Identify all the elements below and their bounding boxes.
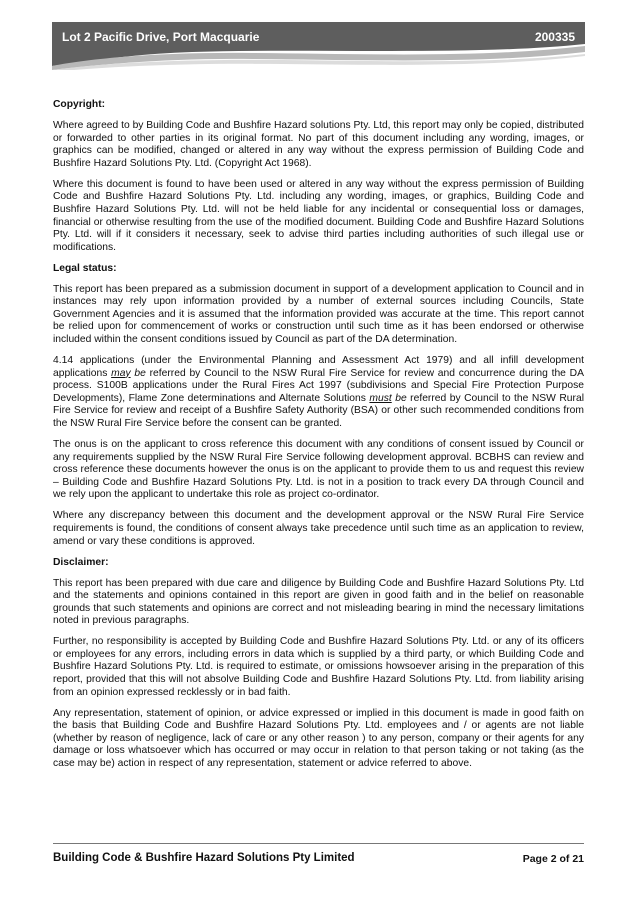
emphasis-be-1: be: [130, 367, 146, 379]
disclaimer-paragraph-1: This report has been prepared with due care and diligence by Building Code and Bushfire Hazard Solutions Pty. Ltd and the statements and opinions contained in this report are given in good faith and in the belief on reasonable grounds that such statements and opinions are correct and not misleading bearing in mind the necessary limitations noted in previous paragraphs.: [53, 577, 584, 627]
document-title: Lot 2 Pacific Drive, Port Macquarie: [62, 30, 260, 44]
disclaimer-paragraph-3: Any representation, statement of opinion, or advice expressed or implied in this document is made in good faith on the basis that Building Code and Bushfire Hazard Solutions Pty. Ltd. employees and / or agents are not liable (whether by reason of negligence, lack of care or any other reason ) to any person, company or their agents for any damage or loss whatsoever which has occurred or may occur in relation to that person taking or not taking (as the case may be) action in respect of any representation, statement or advice referred to above.: [53, 707, 584, 770]
emphasis-may: may: [111, 367, 131, 379]
copyright-paragraph-2: Where this document is found to have been used or altered in any way without the express permission of Building Code and Bushfire Hazard Solutions Pty. Ltd. including any wording, images, or graphics, Building Code and Bushfire Hazard Solutions Pty. Ltd. will not be held liable for any incidental or consequential loss or damages, financial or otherwise resulting from the use of the modified document. Building Code and Bushfire Hazard Solutions Pty. Ltd. will if it considers it necessary, seek to advise third parties including authorities of such illegal use or modifications.: [53, 178, 584, 253]
copyright-heading: Copyright:: [53, 99, 106, 110]
legal-status-heading: Legal status:: [53, 262, 117, 274]
disclaimer-heading: Disclaimer:: [53, 556, 109, 568]
legal-paragraph-2: [53, 355, 584, 431]
emphasis-be-2: be: [391, 392, 407, 404]
emphasis-must: must: [369, 392, 392, 404]
legal-p2-part-a: 4.14 applications (under the Environmental Planning and Assessment Act 1979) and all infill development applications: [53, 355, 584, 379]
footer-divider: [53, 843, 584, 844]
legal-paragraph-4: Where any discrepancy between this document and the development approval or the NSW Rural Fire Service requirements is found, the conditions of consent always take precedence until such time as an application to review, amend or vary these conditions is approved.: [53, 510, 584, 547]
disclaimer-paragraph-2: Further, no responsibility is accepted by Building Code and Bushfire Hazard Solutions Pty. Ltd. or any of its officers or employees for any errors, including errors in data which is supplied by a third party, or which Building Code and Bushfire Hazard Solutions Pty. Ltd. is required to estimate, or omissions howsoever arising in the preparation of this report, provided that this will not absolve Building Code and Bushfire Hazard Solutions Pty. Ltd. from liability arising from an opinion expressed recklessly or in bad faith.: [53, 636, 584, 698]
page-header: [52, 22, 585, 70]
legal-p2-part-b: referred by Council to the NSW Rural Fire Service for review and concurrence during the DA process. S100B applications under the Rural Fires Act 1997 (subdivisions and Special Fire Protection Purpose Developments), Flame Zone determinations and Alternate Solutions: [53, 367, 584, 404]
legal-paragraph-1: This report has been prepared as a submission document in support of a development application to Council and in instances may rely upon information provided by a number of external sources including Councils, State Government Agencies and it is assumed that the information provided was accurate at the time. This report cannot be relied upon for commencement of works or construction until such time as it has been endorsed or otherwise included within the consent conditions issued by Council as part of the DA determination.: [53, 283, 584, 346]
page-number: Page 2 of 21: [522, 853, 584, 865]
job-number: 200335: [534, 30, 575, 44]
legal-p2-part-c: referred by Council to the NSW Rural Fire Service for review and receipt of a Bushfire Safety Authority (BSA) or other such recommended conditions from the NSW Rural Fire Service before the consent can be granted.: [53, 392, 584, 430]
legal-paragraph-3: The onus is on the applicant to cross reference this document with any conditions of consent issued by Council or any requirements supplied by the NSW Rural Fire Service following development approval. BCBHS can review and cross reference these documents however the onus is on the applicant to provide them to us and request this review – Building Code and Bushfire Hazard Solutions Pty. Ltd. is not in a position to track every DA through Council and we rely upon the applicant to undertake this role as project co-ordinator.: [53, 439, 584, 501]
copyright-paragraph-1: Where agreed to by Building Code and Bushfire Hazard solutions Pty. Ltd, this report may only be copied, distributed or forwarded to other parties in its original format. No part of this document including any wording, images, or graphics can be modified, changed or altered in any way without the express permission of Building Code and Bushfire Hazard Solutions Pty. Ltd. (Copyright Act 1968).: [53, 119, 584, 169]
document-body: [53, 99, 584, 779]
footer-company-name: Building Code & Bushfire Hazard Solutions Pty Limited: [53, 852, 355, 864]
